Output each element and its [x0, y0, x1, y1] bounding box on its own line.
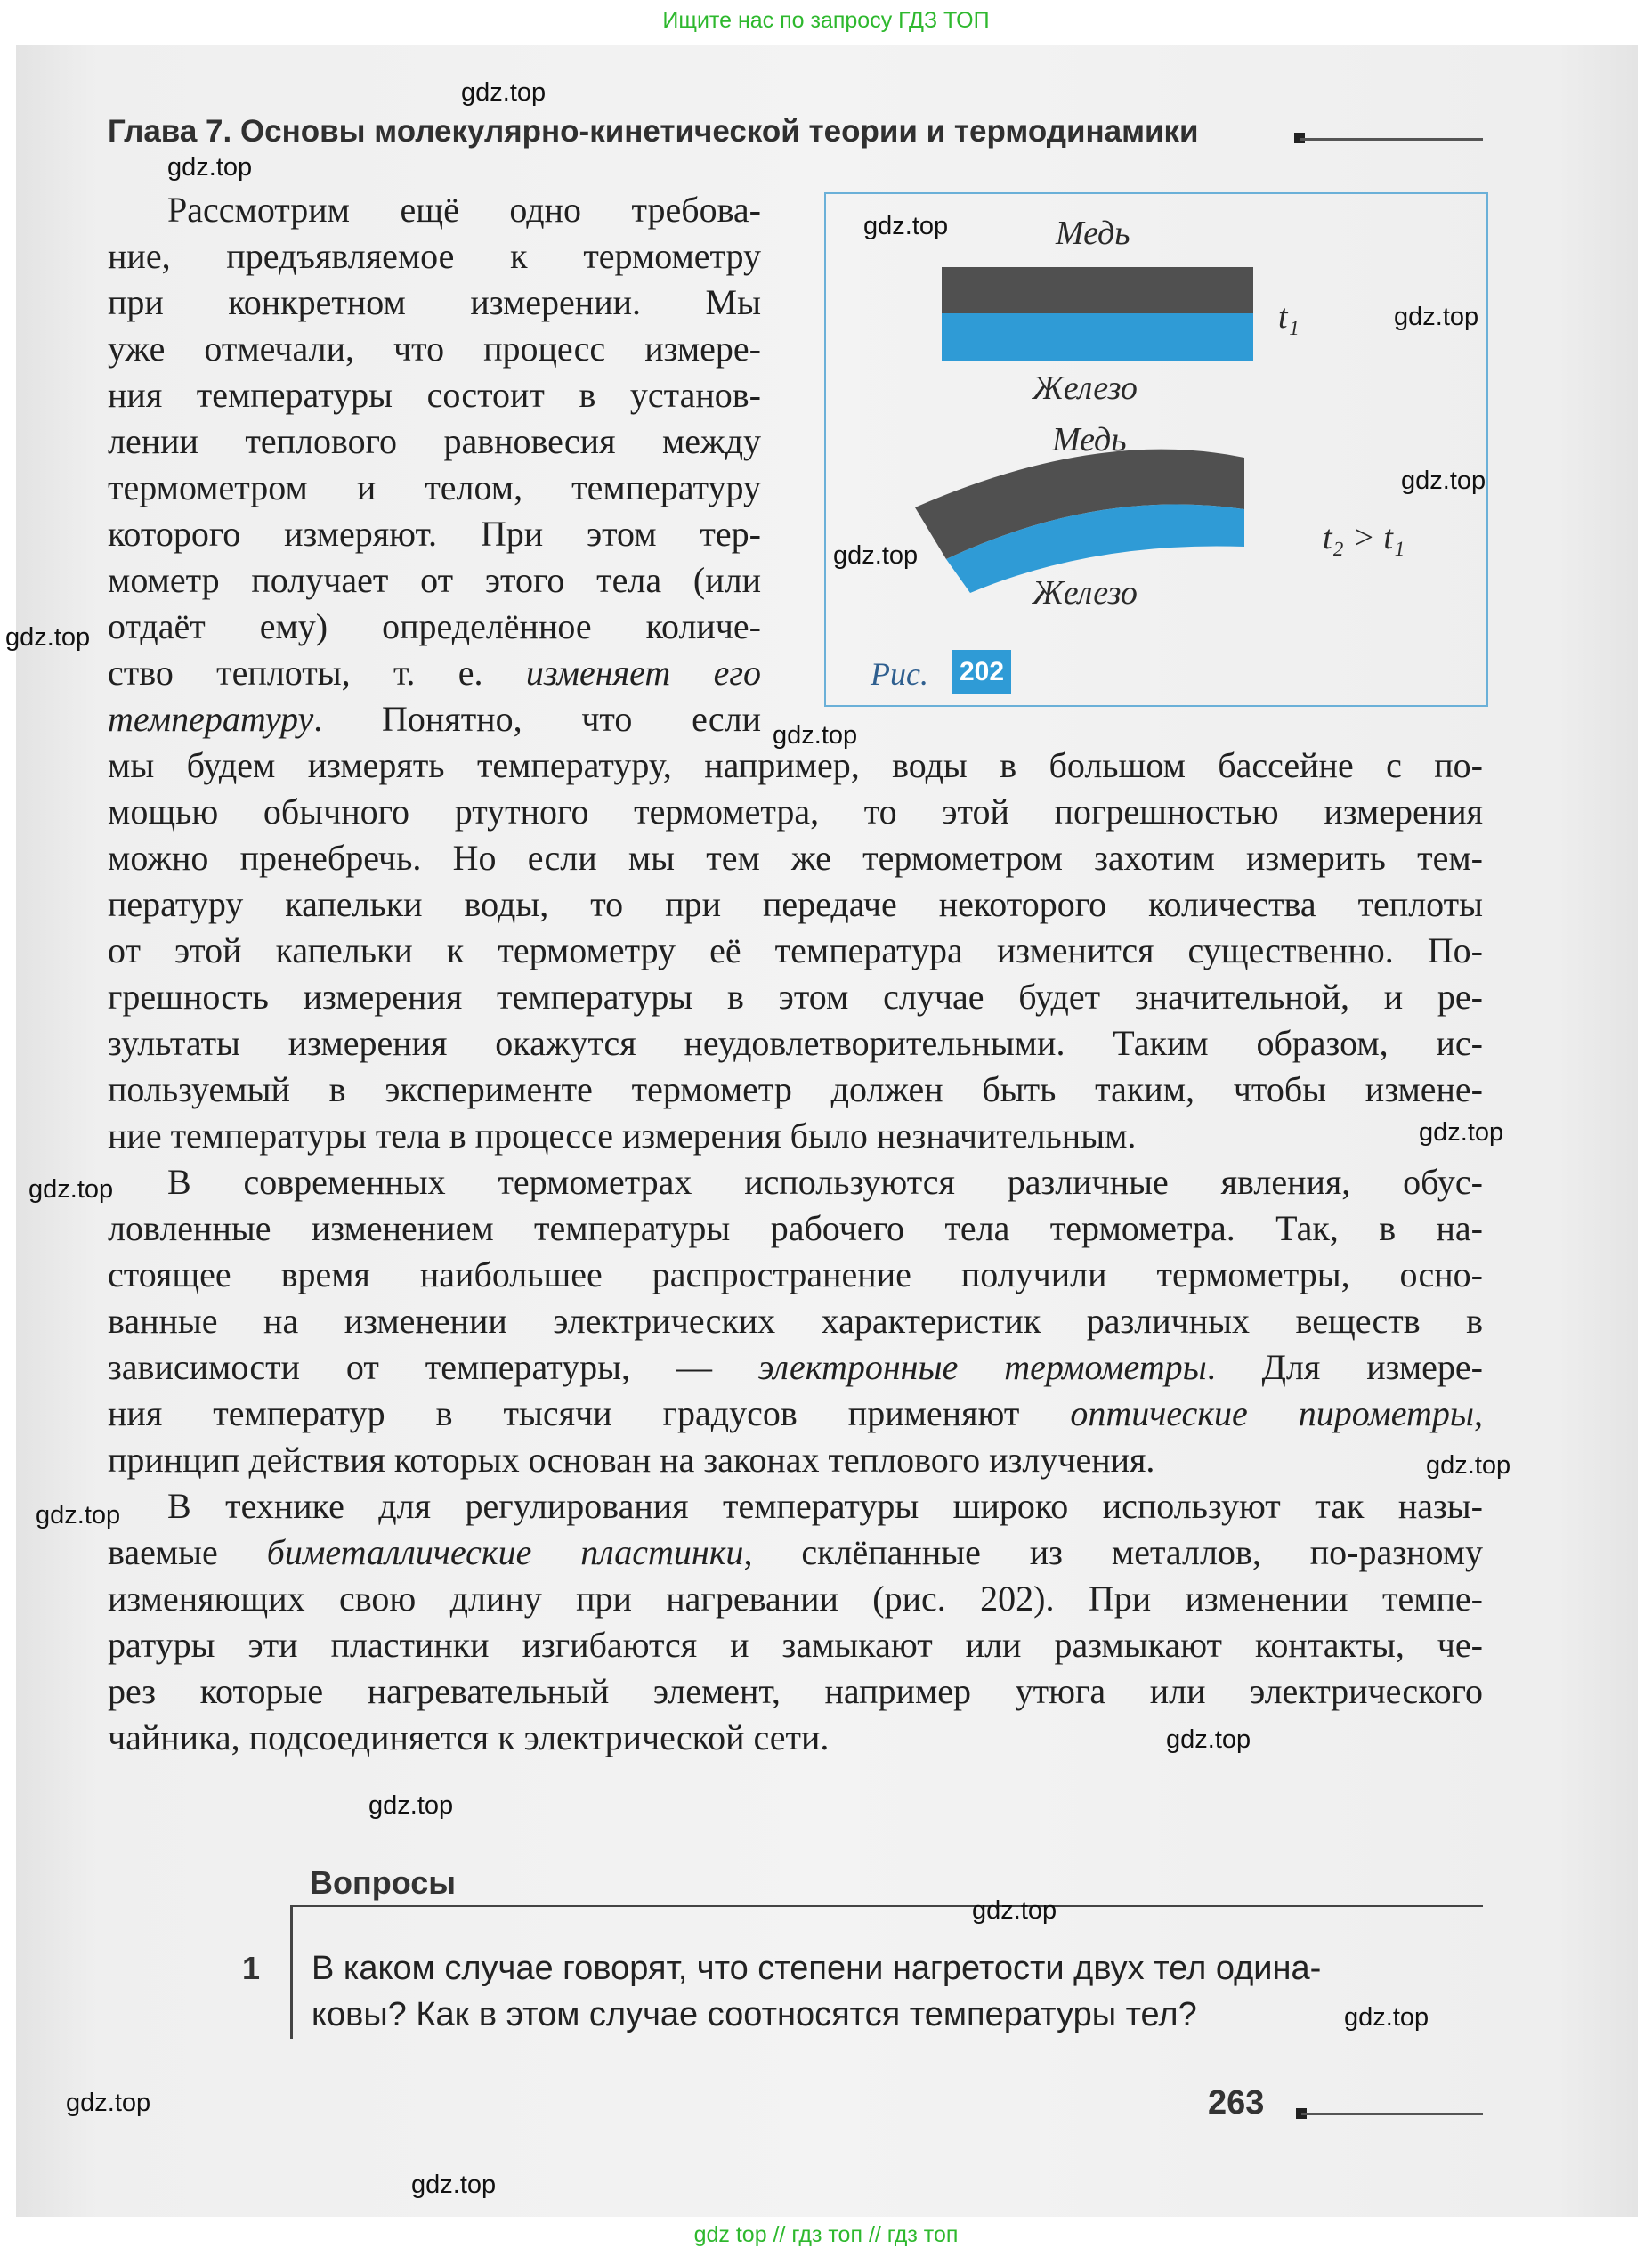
text-line: термометром и телом, температуру — [108, 467, 761, 507]
page-number-rule — [1301, 2113, 1483, 2115]
text-run-italic: электронные термометры — [757, 1347, 1207, 1387]
text-line — [108, 1344, 1483, 1391]
watermark: gdz.top — [368, 1791, 454, 1820]
text-line: В современных термометрах используются различные явления, обус- — [167, 1162, 1483, 1202]
watermark: gdz.top — [1419, 1118, 1504, 1147]
watermark: gdz.top — [411, 2171, 497, 2199]
label-copper-bottom: Медь — [1052, 421, 1127, 459]
page-number: 263 — [1208, 2084, 1265, 2122]
chapter-title: Глава 7. Основы молекулярно-кинетической теории и термодинамики — [108, 114, 1199, 149]
text-line — [108, 1530, 1483, 1576]
watermark: gdz.top — [167, 153, 253, 182]
figure-202 — [824, 192, 1488, 707]
label-t2: t₂ > t₁ — [1323, 519, 1405, 556]
text-line: ние температуры тела в процессе измерения было незначительным. — [108, 1116, 1137, 1156]
bimetal-strips-drawing — [826, 194, 1490, 709]
watermark: gdz.top — [773, 721, 858, 750]
text-run-italic: оптические пирометры — [1070, 1393, 1474, 1433]
watermark: gdz.top — [36, 1501, 121, 1530]
watermark: gdz.top — [863, 212, 949, 240]
text-line: при конкретном измерении. Мы — [108, 282, 761, 322]
bottom-banner[interactable]: gdz top // гдз топ // гдз топ — [693, 2222, 959, 2247]
watermark: gdz.top — [1426, 1451, 1511, 1480]
questions-rule — [290, 1905, 1483, 1907]
text-run-italic: биметаллические пластинки — [266, 1532, 744, 1572]
label-t1: t₁ — [1278, 298, 1300, 336]
text-line: изменяющих свою длину при нагревании (рис. 202). При изменении темпе- — [108, 1578, 1483, 1619]
label-copper-top: Медь — [1056, 215, 1130, 252]
questions-heading: Вопросы — [310, 1864, 457, 1901]
text-line: ратуры эти пластинки изгибаются и замыкают или размыкают контакты, че- — [108, 1625, 1483, 1665]
label-iron-top: Железо — [1032, 369, 1138, 407]
question-text-line: В каком случае говорят, что степени нагретости двух тел одина- — [312, 1950, 1322, 1987]
text-line: от этой капельки к термометру её температура изменится существенно. По- — [108, 930, 1483, 970]
text-line: лении теплового равновесия между — [108, 421, 761, 461]
text-line: ние, предъявляемое к термометру — [108, 236, 761, 276]
text-line: В технике для регулирования температуры широко используют так назы- — [167, 1486, 1483, 1526]
text-line: которого измеряют. При этом тер- — [108, 514, 761, 554]
text-run: ство теплоты, т. е. — [108, 653, 526, 693]
text-run-italic: изменяет его — [525, 653, 761, 693]
watermark: gdz.top — [972, 1896, 1057, 1925]
text-line: ловленные изменением температуры рабочего тела термометра. Так, в на- — [108, 1208, 1483, 1248]
text-run: . Понятно, что если — [313, 699, 761, 739]
watermark: gdz.top — [28, 1175, 114, 1204]
text-line: принцип действия которых основан на законах теплового излучения. — [108, 1440, 1155, 1480]
chapter-rule — [1300, 138, 1483, 141]
watermark: gdz.top — [1401, 467, 1486, 495]
text-line: мы будем измерять температуру, например, воды в большом бассейне с по- — [108, 745, 1483, 785]
text-line: уже отмечали, что процесс измере- — [108, 329, 761, 369]
text-line: можно пренебречь. Но если мы тем же термометром захотим измерить тем- — [108, 838, 1483, 878]
text-line: отдаёт ему) определённое количе- — [108, 606, 761, 646]
figure-number: 202 — [952, 650, 1011, 694]
text-line: мометр получает от этого тела (или — [108, 560, 761, 600]
iron-strip-flat — [942, 313, 1253, 361]
top-banner[interactable]: Ищите нас по запросу ГДЗ ТОП — [662, 8, 990, 33]
label-iron-bottom: Железо — [1032, 574, 1138, 612]
text-line: чайника, подсоединяется к электрической сети. — [108, 1717, 830, 1757]
text-line: ния температуры состоит в установ- — [108, 375, 761, 415]
text-line: рез которые нагревательный элемент, например утюга или электрического — [108, 1671, 1483, 1711]
figure-caption: Рис. — [871, 656, 928, 692]
watermark: gdz.top — [66, 2089, 151, 2117]
text-run: , склёпанные из металлов, по-разному — [743, 1532, 1484, 1572]
text-line — [108, 1391, 1483, 1437]
text-line: Рассмотрим ещё одно требова- — [167, 190, 761, 230]
text-line — [108, 650, 761, 696]
question-number: 1 — [242, 1950, 261, 1986]
watermark: gdz.top — [461, 78, 547, 107]
text-run-italic: температуру — [108, 699, 314, 739]
text-line: ванные на изменении электрических характеристик различных веществ в — [108, 1301, 1483, 1341]
watermark: gdz.top — [1166, 1725, 1251, 1754]
text-line: зультаты измерения окажутся неудовлетворительными. Таким образом, ис- — [108, 1023, 1483, 1063]
text-line: мощью обычного ртутного термометра, то этой погрешностью измерения — [108, 791, 1483, 832]
watermark: gdz.top — [5, 623, 91, 652]
text-run: , — [1474, 1393, 1483, 1433]
text-run: зависимости от температуры, — — [108, 1347, 758, 1387]
text-run: ваемые — [108, 1532, 267, 1572]
text-line: грешность измерения температуры в этом случае будет значительной, и ре- — [108, 977, 1483, 1017]
text-line — [108, 696, 761, 743]
watermark: gdz.top — [1394, 303, 1479, 331]
text-line: стоящее время наибольшее распространение получили термометры, осно- — [108, 1254, 1483, 1294]
questions-bracket — [290, 1905, 293, 2039]
question-text-line: ковы? Как в этом случае соотносятся температуры тел? — [312, 1996, 1197, 2033]
text-line: пературу капельки воды, то при передаче некоторого количества теплоты — [108, 884, 1483, 924]
text-run: ния температур в тысячи градусов применяют — [108, 1393, 1071, 1433]
text-run: . Для измере- — [1206, 1347, 1483, 1387]
copper-strip-flat — [942, 267, 1253, 313]
text-line: пользуемый в эксперименте термометр должен быть таким, чтобы измене- — [108, 1069, 1483, 1109]
watermark: gdz.top — [1344, 2003, 1429, 2032]
watermark: gdz.top — [833, 541, 919, 570]
